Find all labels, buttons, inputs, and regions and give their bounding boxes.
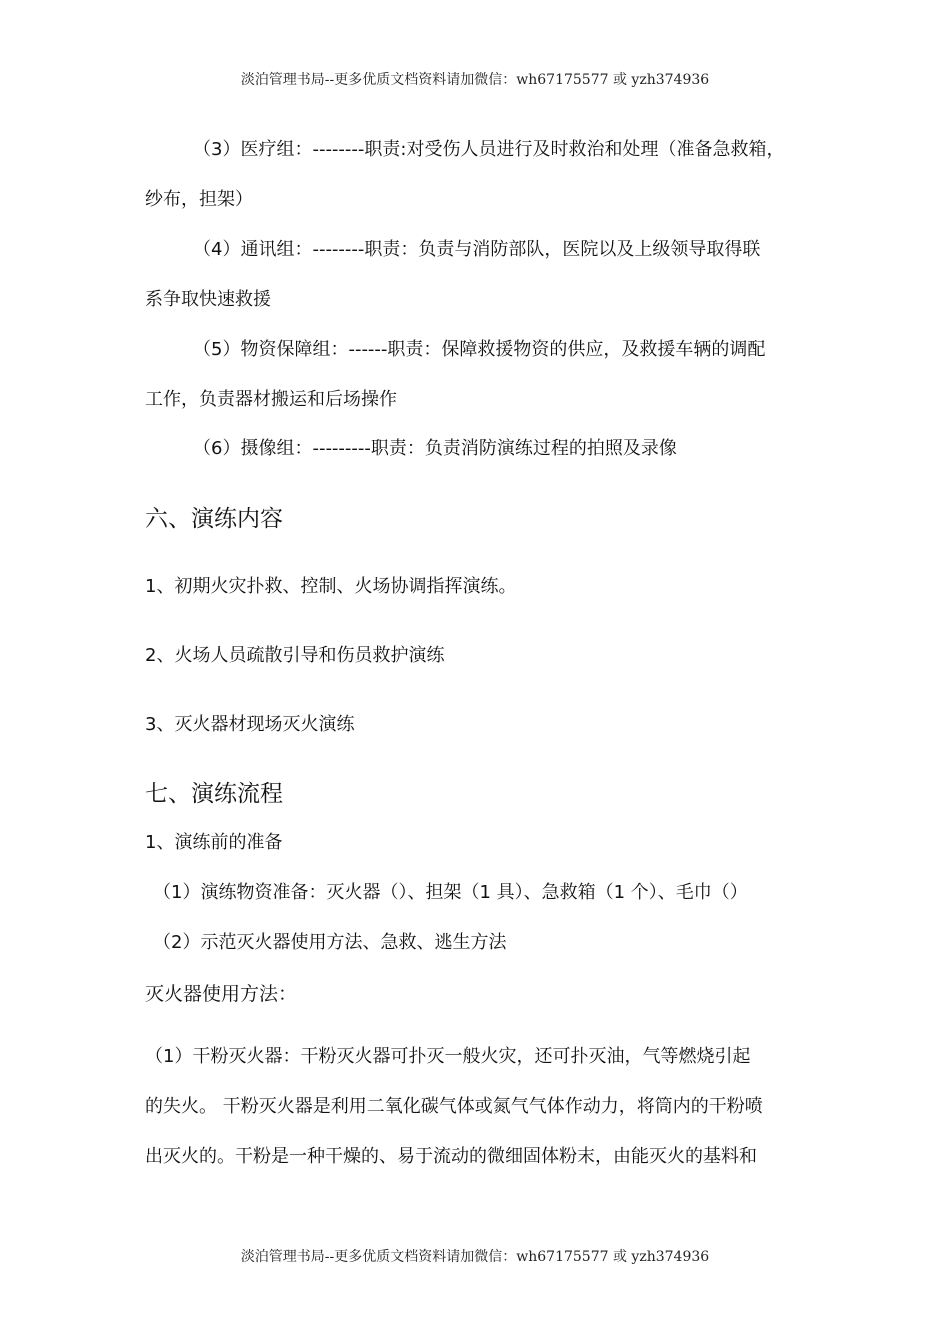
page-header: 淡泊管理书局--更多优质文档资料请加微信：wh67175577 或 yzh374936 xyxy=(240,72,710,88)
section-heading-drill-process: 七、演练流程 xyxy=(145,781,283,807)
text-line-supply-group-cont: 工作，负责器材搬运和后场操作 xyxy=(145,389,397,410)
text-line-dry-powder-2: 的失火。 干粉灭火器是利用二氧化碳气体或氮气气体作动力，将筒内的干粉喷 xyxy=(145,1096,763,1117)
text-line-medical-group: （3）医疗组：--------职责:对受伤人员进行及时救治和处理（准备急救箱， xyxy=(193,139,785,160)
content-item-2: 2、火场人员疏散引导和伤员救护演练 xyxy=(145,645,445,666)
text-line-medical-group-cont: 纱布，担架） xyxy=(145,189,253,210)
text-line-dry-powder-1: （1）干粉灭火器：干粉灭火器可扑灭一般火灾，还可扑灭油，气等燃烧引起 xyxy=(145,1046,751,1067)
process-subitem-demonstration: （2）示范灭火器使用方法、急救、逃生方法 xyxy=(153,932,507,953)
text-line-dry-powder-3: 出灭火的。干粉是一种干燥的、易于流动的微细固体粉末，由能灭火的基料和 xyxy=(145,1146,757,1167)
text-line-comm-group-cont: 系争取快速救援 xyxy=(145,289,271,310)
text-line-camera-group: （6）摄像组：---------职责：负责消防演练过程的拍照及录像 xyxy=(193,438,677,459)
content-item-3: 3、灭火器材现场灭火演练 xyxy=(145,714,355,735)
page-footer: 淡泊管理书局--更多优质文档资料请加微信：wh67175577 或 yzh374936 xyxy=(240,1249,710,1265)
subheading-extinguisher-usage: 灭火器使用方法： xyxy=(145,983,298,1005)
content-item-1: 1、初期火灾扑救、控制、火场协调指挥演练。 xyxy=(145,576,517,597)
text-line-comm-group: （4）通讯组：--------职责：负责与消防部队，医院以及上级领导取得联 xyxy=(193,239,761,260)
text-line-supply-group: （5）物资保障组：------职责：保障救援物资的供应，及救援车辆的调配 xyxy=(193,339,766,360)
section-heading-drill-content: 六、演练内容 xyxy=(145,506,283,532)
process-subitem-materials: （1）演练物资准备：灭火器（）、担架（1 具）、急救箱（1 个）、毛巾（） xyxy=(153,882,748,903)
process-item-preparation: 1、演练前的准备 xyxy=(145,832,283,853)
